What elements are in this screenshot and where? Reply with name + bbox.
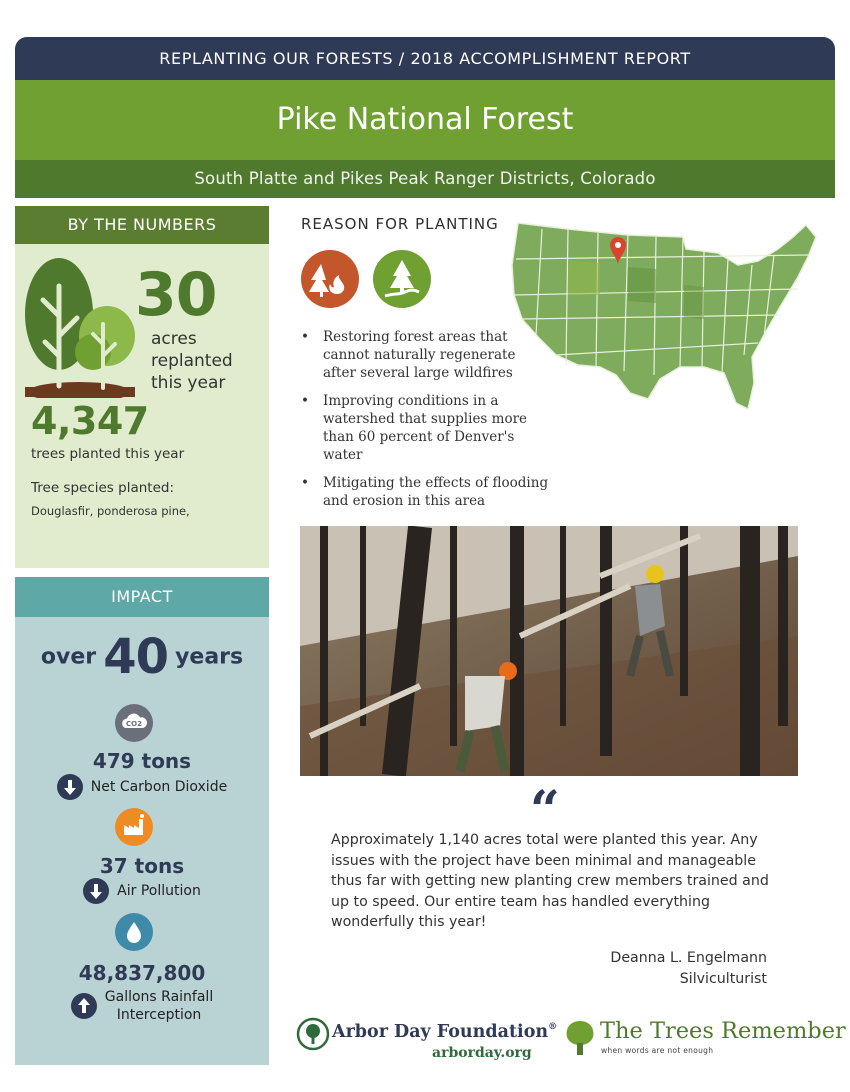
title-banner: [15, 80, 835, 160]
water-drop-icon: [115, 913, 153, 951]
co2-icon: [115, 704, 153, 742]
acres-replanted-value: 30: [135, 260, 217, 330]
acres-label-line2: replanted: [151, 351, 233, 371]
quote-text: Approximately 1,140 acres total were planted this year. Any issues with the project have been minimal and manageable thus far with getting new planting crew members trained and up to speed. Our entire team has handled everything wonderfully this year!: [331, 832, 769, 930]
species-label: Tree species planted:: [31, 480, 174, 496]
pollution-value: 37 tons: [99, 854, 185, 878]
trees-remember-logo-icon: [563, 1017, 597, 1057]
rainfall-row: [15, 988, 269, 1024]
planting-crew-photo: [300, 526, 798, 776]
list-item: • Restoring forest areas that cannot naturally regenerate after several large wildfires: [301, 328, 551, 382]
acres-label-line3: this year: [151, 373, 226, 393]
arrow-down-icon: [57, 774, 83, 800]
watershed-icon: [373, 250, 431, 308]
carbon-row: [15, 774, 269, 800]
reason-heading: REASON FOR PLANTING: [301, 215, 499, 233]
carbon-label: Net Carbon Dioxide: [90, 779, 228, 795]
us-map-icon: [508, 215, 822, 415]
duration-value: 40: [103, 629, 168, 685]
registered-mark: ®: [548, 1022, 558, 1032]
subtitle-banner: [15, 160, 835, 198]
quote-attribution: [610, 948, 767, 989]
trees-remember-tagline: when words are not enough: [601, 1046, 714, 1055]
acres-label-line1: acres: [151, 329, 197, 349]
acres-replanted-label: [151, 328, 261, 394]
wildfire-icon: [301, 250, 359, 308]
rainfall-value: 48,837,800: [78, 961, 206, 985]
trees-planted-label: trees planted this year: [31, 446, 185, 462]
list-item: • Improving conditions in a watershed that supplies more than 60 percent of Denver's water: [301, 392, 551, 464]
by-the-numbers-panel: [15, 206, 269, 568]
trees-illustration-icon: [23, 256, 149, 398]
numbers-heading: BY THE NUMBERS: [15, 206, 269, 244]
arbor-day-logo-icon: [296, 1017, 330, 1051]
trees-planted-value: 4,347: [31, 399, 149, 443]
arrow-up-icon: [71, 993, 97, 1019]
rainfall-label: [105, 988, 213, 1024]
arbor-day-url[interactable]: arborday.org: [432, 1045, 532, 1061]
species-value: Douglasfir, ponderosa pine,: [31, 504, 190, 518]
report-label: REPLANTING OUR FORESTS / 2018 ACCOMPLISHMENT REPORT: [159, 49, 691, 68]
trees-remember-name: The Trees Remember: [600, 1018, 846, 1044]
pollution-label: Air Pollution: [117, 883, 201, 899]
impact-panel: [15, 577, 269, 1065]
arbor-day-name: [332, 1022, 557, 1042]
pollution-row: [15, 878, 269, 904]
quote-author-title: Silviculturist: [679, 970, 767, 987]
rainfall-label-line2: Interception: [116, 1007, 202, 1023]
duration-suffix: years: [175, 644, 244, 670]
list-item: • Mitigating the effects of flooding and erosion in this area: [301, 474, 551, 510]
rainfall-label-line1: Gallons Rainfall: [104, 989, 214, 1005]
svg-text:CO2: CO2: [126, 720, 142, 728]
carbon-value: 479 tons: [92, 749, 192, 773]
factory-icon: [115, 808, 153, 846]
duration-prefix: over: [40, 644, 97, 670]
page-subtitle: South Platte and Pikes Peak Ranger Districts, Colorado: [194, 169, 656, 188]
quote-mark-icon: “: [530, 780, 560, 841]
impact-duration: [15, 629, 269, 685]
report-banner: [15, 37, 835, 80]
page-title: Pike National Forest: [276, 102, 574, 137]
arbor-day-name-text: Arbor Day Foundation: [332, 1022, 549, 1042]
impact-heading: IMPACT: [15, 577, 269, 617]
arrow-down-icon: [83, 878, 109, 904]
quote-author-name: Deanna L. Engelmann: [610, 950, 767, 966]
